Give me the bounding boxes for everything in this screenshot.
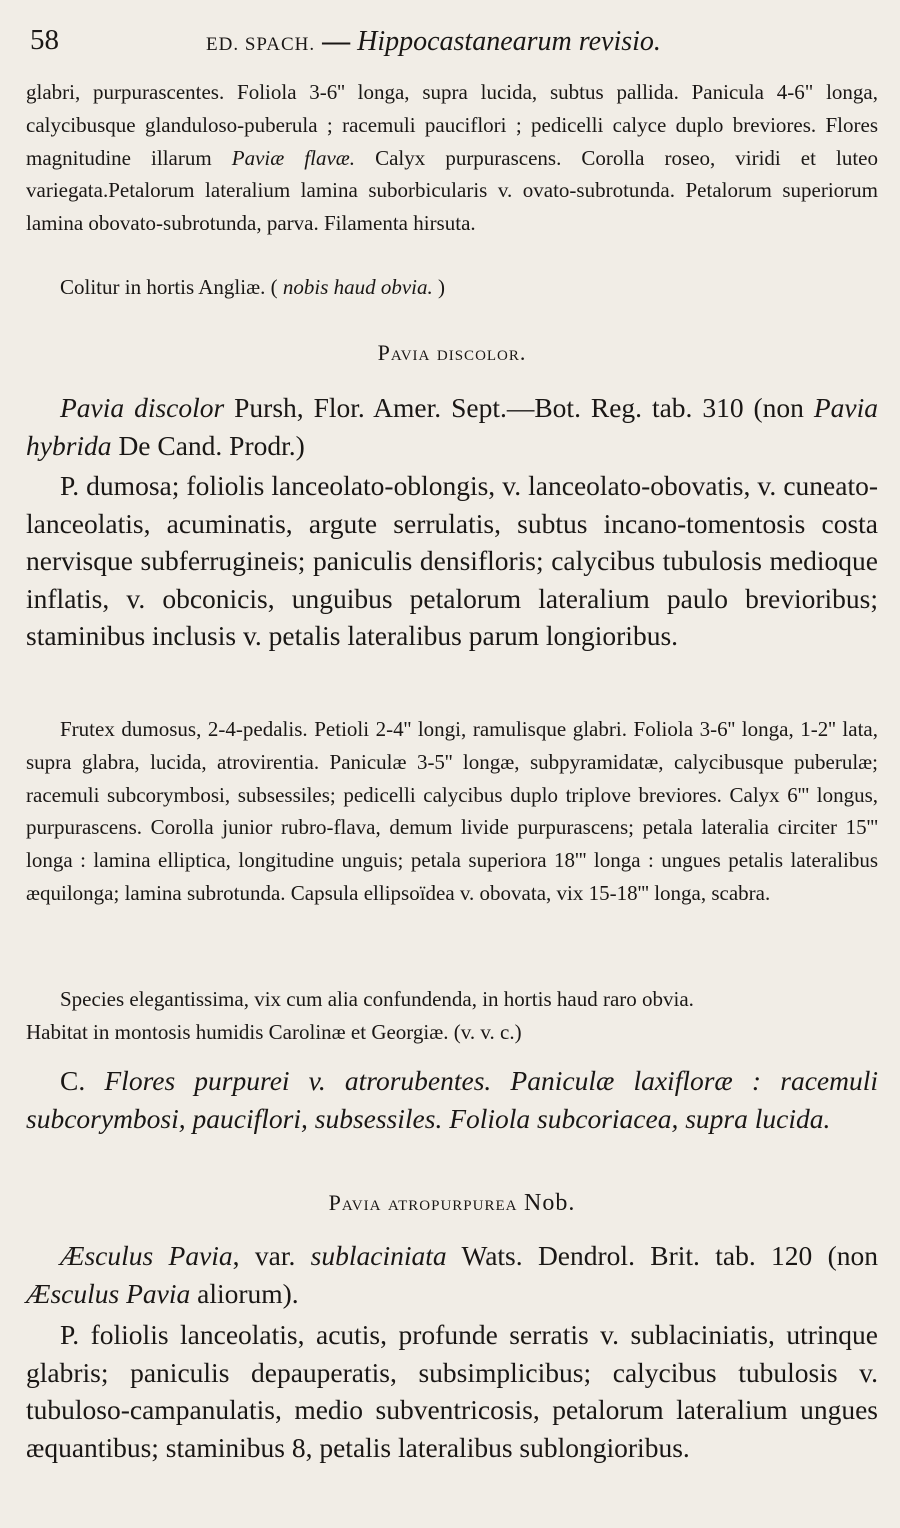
description-discolor-text: Frutex dumosus, 2-4-pedalis. Petioli 2-4'' longi, ramulisque glabri. Foliola 3-6'' longa, 1-2'' lata, supra glabra, lucida, atrovirentia. Paniculæ 3-5'' longæ, subpyramidatæ, calycibusque puberulæ; racemuli subcorymbosi, subsessiles; pedicelli calycibus duplo triplove breviores. Calyx 6''' longus, purpurascens. Corolla junior rubro-flava, demum livide purpurascens; petala lateralia circiter 15''' longa : lamina elliptica, longitudine unguis; petala superiora 18''' longa : ungues petalis lateralibus æquilonga; lamina subrotunda. Capsula ellipsoïdea v. obovata, vix 15-18''' longa, scabra. bbox=[26, 717, 878, 905]
synonym-text-2: De Cand. Prodr.) bbox=[111, 429, 305, 461]
heading2-name: Pavia atropurpurea bbox=[328, 1190, 518, 1215]
syn2-text-2: Wats. Dendrol. Brit. tab. 120 (non bbox=[446, 1240, 878, 1271]
species-heading-discolor: Pavia discolor. bbox=[377, 340, 527, 365]
syn2-italic-1: Æsculus Pavia bbox=[60, 1240, 233, 1271]
running-title bbox=[206, 26, 661, 58]
diagnosis-atropurpurea bbox=[26, 1316, 878, 1466]
diagnosis-text: P. dumosa; foliolis lanceolato-oblongis, v. lanceolato-obovatis, v. cuneato-lanceolatis, acuminatis, argute serrulatis, subtus incano-tomentosis costa nervisque subferrugineis; paniculis densifloris; calycibus tubulosis medioque inflatis, v. obconicis, unguibus petalorum lateralium paulo brevioribus; staminibus inclusis v. petalis lateralibus parum longioribus. bbox=[26, 470, 878, 652]
running-header bbox=[26, 22, 878, 62]
synonym-italic-1: Pavia discolor bbox=[60, 392, 225, 423]
paragraph-description-previous bbox=[26, 76, 878, 240]
section-c-italic: Flores purpurei v. atrorubentes. Paniculæ laxifloræ : racemuli subcorymbosi, pauciflori, subsessiles. Foliola subcoriacea, supra lucida. bbox=[26, 1065, 878, 1134]
habitat-line: Habitat in montosis humidis Carolinæ et Georgiæ. (v. v. c.) bbox=[26, 1019, 522, 1044]
diagnosis2-text: P. foliolis lanceolatis, acutis, profunde serratis v. sublaciniatis, utrinque glabris; paniculis depauperatis, subsimplicibus; calycibus tubulosis v. tubuloso-campanulatis, medio subventricosis, petalorum lateralium ungues æquantibus; staminibus 8, petalis lateralibus sublongioribus. bbox=[26, 1319, 878, 1463]
edition-label: ED. SPACH. bbox=[206, 34, 316, 55]
species-line: Species elegantissima, vix cum alia confundenda, in hortis haud raro obvia. bbox=[60, 987, 694, 1011]
colitur-text: Colitur in hortis Angliæ. ( bbox=[60, 275, 283, 299]
heading2-author: Nob. bbox=[523, 1190, 576, 1216]
species-note bbox=[26, 983, 878, 1049]
section-c-label: C. bbox=[60, 1065, 105, 1096]
work-title: Hippocastanearum revisio. bbox=[357, 26, 661, 57]
species-heading-atropurpurea bbox=[26, 1190, 878, 1217]
synonym-text-1: Pursh, Flor. Amer. Sept.—Bot. Reg. tab. 310 (non bbox=[224, 392, 814, 423]
description-text-cont: Calyx purpurascens. Corolla roseo, viridi et luteo variegata.Petalorum lateralium lamina suborbicularis v. ovato-subrotunda. Petalorum superiorum lamina obovato-subrotunda, parva. Filamenta hirsuta. bbox=[26, 145, 878, 236]
syn2-italic-2: sublaciniata bbox=[310, 1240, 447, 1271]
colitur-italic: nobis haud obvia. bbox=[282, 275, 433, 299]
syn2-italic-3: Æsculus Pavia bbox=[26, 1277, 191, 1309]
synonymy-discolor bbox=[26, 389, 878, 464]
description-discolor bbox=[26, 713, 878, 910]
title-separator: — bbox=[322, 26, 351, 57]
synonym-italic-2: Pavia hybrida bbox=[26, 392, 879, 461]
description-italic: Paviæ flavæ. bbox=[231, 145, 356, 170]
syn2-text-3: aliorum). bbox=[190, 1277, 299, 1309]
description-text: glabri, purpurascentes. Foliola 3-6'' longa, supra lucida, subtus pallida. Panicula 4-6" longa, calycibusque glanduloso-puberula ; racemuli pauciflori ; pedicelli calyce duplo breviores. Flores magnitudine illarum bbox=[26, 80, 878, 170]
diagnosis-discolor bbox=[26, 467, 878, 655]
syn2-text-1: , var. bbox=[232, 1240, 311, 1271]
section-c bbox=[26, 1062, 878, 1137]
paragraph-colitur bbox=[26, 271, 878, 304]
colitur-close: ) bbox=[432, 275, 446, 299]
page-number: 58 bbox=[30, 24, 59, 56]
synonymy-atropurpurea bbox=[26, 1237, 878, 1312]
